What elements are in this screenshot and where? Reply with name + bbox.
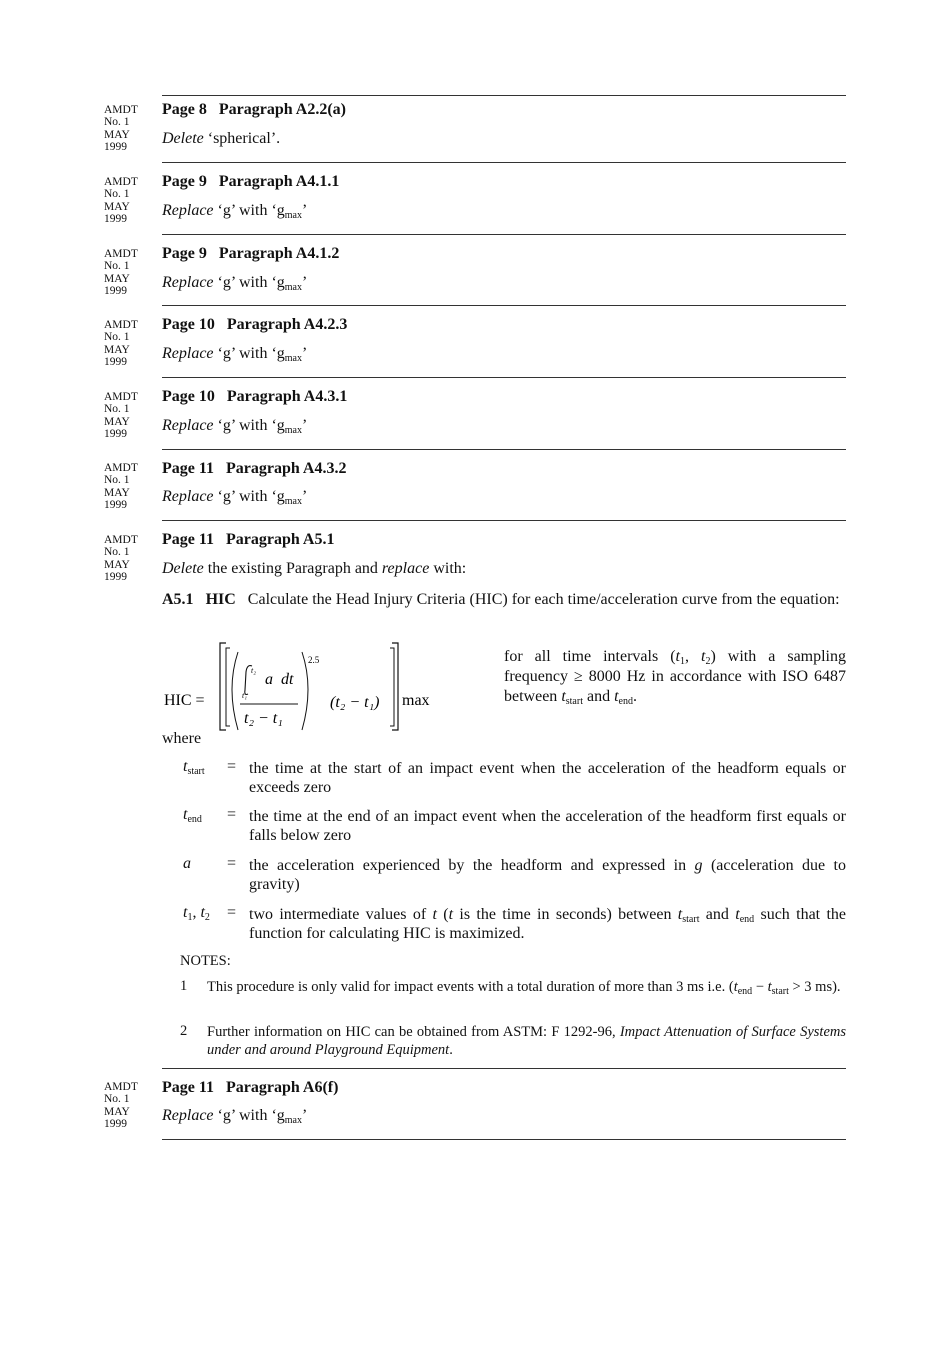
entry-action: Replace (162, 417, 214, 434)
rule (162, 449, 846, 450)
amendment-tag-line: MAY (104, 272, 130, 285)
entry-page: Page 10 (162, 316, 215, 333)
amendment-tag (104, 1081, 154, 1130)
entry-text: ‘g’ with ‘g (217, 488, 285, 505)
where-label: where (162, 730, 202, 747)
entry-heading (162, 531, 334, 549)
entry-text: ‘g’ with ‘g (217, 345, 285, 362)
note-text (207, 978, 846, 996)
entry-text: with: (429, 560, 467, 577)
symbol: t (701, 648, 706, 665)
text: such that the function for calculating HIC is maximized. (249, 906, 847, 942)
entry-paragraph: Paragraph A6(f) (226, 1079, 339, 1096)
rule (162, 520, 846, 521)
entry-page: Page 9 (162, 245, 207, 262)
amendment-tag (104, 248, 154, 297)
symbol: t (561, 688, 566, 705)
entry-paragraph: Paragraph A4.3.2 (226, 460, 347, 477)
def-equals: = (227, 904, 237, 921)
entry-action: Replace (162, 274, 214, 291)
hic-formula (162, 638, 452, 738)
entry-paragraph: Paragraph A4.3.1 (226, 388, 348, 405)
entry-text: ’ (302, 202, 308, 219)
entry-paragraph: Paragraph A4.1.2 (218, 245, 340, 262)
amendment-tag-line: MAY (104, 558, 130, 571)
text: (acceleration due to gravity) (249, 857, 846, 893)
subscript: end (618, 696, 633, 707)
subscript: 1 (187, 912, 193, 923)
text: ( (436, 906, 449, 923)
exponent: 2.5 (308, 655, 320, 665)
subscript: max (284, 496, 302, 507)
subscript: max (284, 210, 302, 221)
text: and (699, 906, 736, 923)
entry-text: ’ (302, 488, 308, 505)
text: . (633, 688, 637, 705)
symbol: g (694, 857, 703, 874)
rule (162, 1139, 846, 1140)
note-number: 2 (180, 1023, 188, 1039)
entry-heading (162, 173, 339, 191)
def-equals: = (227, 855, 237, 872)
entry-instruction (162, 488, 307, 506)
entry-action: Replace (162, 202, 214, 219)
time-factor: (t₂ − t₁) (330, 694, 380, 711)
entry-paragraph: Paragraph A5.1 (226, 531, 335, 548)
subscript: max (284, 1115, 302, 1126)
entry-text: ’ (302, 274, 308, 291)
subscript: max (284, 282, 302, 293)
entry-heading (162, 245, 339, 263)
entry-page: Page 11 (162, 531, 214, 548)
a51-number: A5.1 (162, 591, 194, 608)
symbol: t (675, 648, 680, 665)
symbol: t (200, 904, 205, 921)
text: is the time in seconds) between (453, 906, 678, 923)
amendment-tag-line: 1999 (104, 212, 127, 225)
text: for all time intervals ( (504, 648, 676, 665)
entry-paragraph: Paragraph A2.2(a) (218, 101, 346, 118)
amendment-tag-line: No. 1 (104, 474, 130, 487)
def-text: the time at the start of an impact event when the acceleration of the headform equals or exceeds zero (249, 760, 846, 796)
entry-page: Page 10 (162, 388, 215, 405)
amendment-tag-line: No. 1 (104, 546, 130, 559)
amendment-tag-line: No. 1 (104, 331, 130, 344)
symbol: t (432, 906, 437, 923)
subscript: start (682, 914, 700, 925)
entry-instruction (162, 130, 280, 148)
symbol: t (614, 688, 619, 705)
inner-bracket-left (226, 648, 230, 726)
text: and (582, 688, 615, 705)
amendment-tag (104, 534, 154, 583)
amendment-tag-line: No. 1 (104, 116, 130, 129)
amendment-tag-line: AMDT (104, 462, 138, 474)
subscript: 2 (204, 912, 210, 923)
entry-action: Replace (162, 488, 214, 505)
max-operator: max (402, 692, 430, 709)
def-text (249, 856, 846, 894)
entry-action: Delete (162, 130, 204, 147)
amendment-tag-line: 1999 (104, 570, 127, 583)
denominator: t₂ − t₁ (244, 710, 283, 727)
amendment-tag-line: No. 1 (104, 403, 130, 416)
amendment-tag (104, 104, 154, 153)
subscript: start (565, 696, 583, 707)
entry-heading (162, 388, 347, 406)
amendment-tag-line: 1999 (104, 140, 127, 153)
text: This procedure is only valid for impact events with a total duration of more than 3 ms i.e. ( (207, 979, 734, 995)
def-equals: = (227, 806, 237, 823)
entry-instruction (162, 1107, 307, 1125)
text: two intermediate values of (249, 906, 433, 923)
subscript: end (739, 914, 755, 925)
symbol: t (735, 906, 740, 923)
text: > 3 ms). (788, 979, 841, 995)
entry-page: Page 11 (162, 460, 214, 477)
amendment-tag-line: 1999 (104, 355, 127, 368)
amendment-tag-line: MAY (104, 128, 130, 141)
entry-action: replace (381, 560, 430, 577)
subscript: start (187, 766, 205, 777)
symbol: t (183, 904, 188, 921)
entry-page: Page 11 (162, 1079, 214, 1096)
text: Further information on HIC can be obtained from ASTM: F 1292-96, (207, 1024, 620, 1040)
subscript: 1 (679, 656, 685, 667)
symbol: t (767, 979, 772, 995)
symbol: t (448, 906, 454, 923)
amendment-tag-line: AMDT (104, 391, 138, 403)
paren-left (232, 652, 238, 730)
entry-action: Delete (162, 560, 204, 577)
entry-page: Page 8 (162, 101, 207, 118)
symbol: t (183, 806, 188, 823)
text: ) with a sampling frequency ≥ 8000 Hz in accordance with ISO 6487 between (504, 648, 847, 705)
rule (162, 162, 846, 163)
amendment-tag-line: AMDT (104, 248, 138, 260)
amendment-tag-line: No. 1 (104, 260, 130, 273)
def-equals: = (227, 758, 237, 775)
amendment-tag-line: AMDT (104, 176, 138, 188)
integrand: a dt (265, 671, 294, 688)
text: , (684, 648, 701, 665)
integral-upper: t₂ (251, 666, 257, 675)
a51-intro-text: Calculate the Head Injury Criteria (HIC) for each time/acceleration curve from the equation: (247, 591, 840, 608)
formula-lhs: HIC = (164, 692, 205, 709)
def-symbol (183, 904, 210, 922)
outer-bracket-left (220, 643, 226, 730)
amendment-tag-line: 1999 (104, 498, 127, 511)
amendment-tag-line: MAY (104, 486, 130, 499)
note-text (207, 1023, 846, 1059)
text: − (752, 979, 768, 995)
amendment-tag-line: AMDT (104, 319, 138, 331)
amendment-tag-line: AMDT (104, 1081, 138, 1093)
symbol: t (677, 906, 683, 923)
rule (162, 234, 846, 235)
entry-text: ’ (302, 345, 308, 362)
text: , (192, 904, 201, 921)
def-symbol (183, 806, 202, 824)
amendment-tag-line: AMDT (104, 534, 138, 546)
a51-title: HIC (205, 591, 236, 608)
entry-heading (162, 101, 346, 119)
amendment-tag-line: No. 1 (104, 1093, 130, 1106)
entry-action: Replace (162, 1107, 214, 1124)
text: . (449, 1042, 453, 1058)
amendment-tag (104, 319, 154, 368)
def-symbol (183, 758, 205, 776)
amendment-tag-line: MAY (104, 1105, 130, 1118)
subscript: start (771, 986, 789, 997)
subscript: end (737, 986, 753, 997)
amendment-tag-line: MAY (104, 343, 130, 356)
def-text (249, 905, 846, 943)
amendment-tag-line: AMDT (104, 104, 138, 116)
entry-page: Page 9 (162, 173, 207, 190)
rule (162, 95, 846, 96)
entry-heading (162, 316, 347, 334)
entry-text: ‘g’ with ‘g (217, 274, 285, 291)
amendment-tag-line: 1999 (104, 284, 127, 297)
entry-instruction (162, 417, 307, 435)
entry-action: Replace (162, 345, 214, 362)
entry-text: ‘g’ with ‘g (217, 417, 285, 434)
subscript: max (284, 353, 302, 364)
entry-text: ‘g’ with ‘g (217, 1107, 285, 1124)
symbol: t (183, 758, 188, 775)
text: the acceleration experienced by the headform and expressed in (249, 857, 695, 874)
entry-text: ’ (302, 1107, 308, 1124)
amendment-tag (104, 391, 154, 440)
entry-instruction (162, 560, 466, 578)
def-symbol: a (183, 855, 191, 872)
entry-paragraph: Paragraph A4.2.3 (226, 316, 348, 333)
rule (162, 1068, 846, 1069)
formula-condition (504, 647, 846, 707)
entry-heading (162, 1079, 338, 1097)
amendment-tag-line: MAY (104, 415, 130, 428)
symbol: t (733, 979, 738, 995)
entry-text: ‘g’ with ‘g (217, 202, 285, 219)
subscript: end (187, 814, 202, 825)
amendment-tag (104, 176, 154, 225)
inner-bracket-right (390, 648, 394, 726)
entry-instruction (162, 274, 307, 292)
entry-text: ’ (302, 417, 308, 434)
integral-lower: t₁ (242, 691, 248, 700)
entry-paragraph: Paragraph A4.1.1 (218, 173, 340, 190)
amendment-tag-line: 1999 (104, 1117, 127, 1130)
amendment-tag-line: No. 1 (104, 188, 130, 201)
rule (162, 377, 846, 378)
entry-heading (162, 460, 346, 478)
entry-text: ‘spherical’. (207, 130, 281, 147)
subscript: 2 (705, 656, 711, 667)
amendment-tag (104, 462, 154, 511)
outer-bracket-right (392, 643, 398, 730)
subscript: max (284, 425, 302, 436)
entry-text: the existing Paragraph and (203, 560, 382, 577)
entry-instruction (162, 202, 307, 220)
entry-instruction (162, 345, 307, 363)
amendment-tag-line: MAY (104, 200, 130, 213)
def-text: the time at the end of an impact event when the acceleration of the headform first equals or falls below zero (249, 808, 846, 844)
text: Impact Attenuation of Surface Systems under and around Playground Equipment (207, 1024, 846, 1058)
notes-label: NOTES: (180, 953, 231, 969)
note-number: 1 (180, 978, 188, 994)
a51-intro (162, 590, 846, 610)
amendment-tag-line: 1999 (104, 427, 127, 440)
rule (162, 305, 846, 306)
